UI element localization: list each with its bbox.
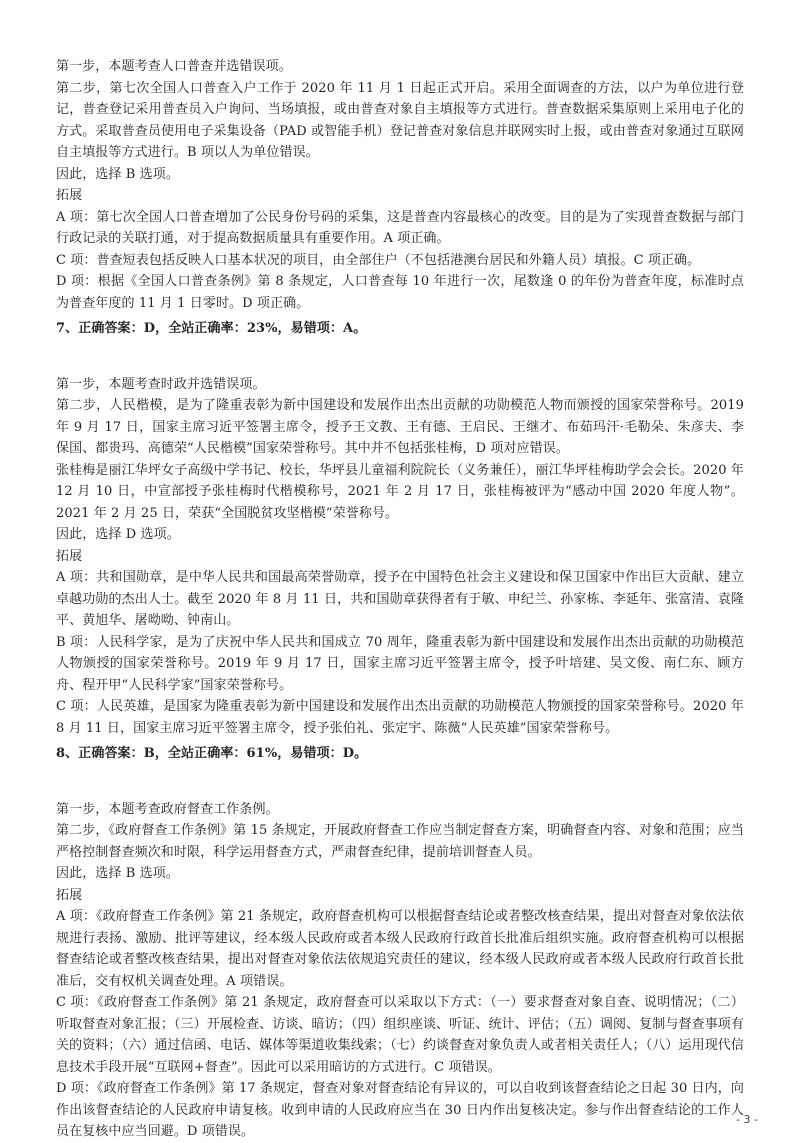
option-a-note: A 项：共和国勋章，是中华人民共和国最高荣誉勋章，授予在中国特色社会主义建设和保卫国家中作出巨大贡献、建立卓越功勋的杰出人士。截至 2020 年 8 月 11 日，共和国勋章获得者有于敏、申纪兰、孙家栋、李延年、张富清、袁隆平、黄旭华、屠呦呦、钟南山。 [56,570,744,628]
option-a-note: A 项：第七次全国人口普查增加了公民身份号码的采集，这是普查内容最核心的改变。目的是为了实现普查数据与部门行政记录的关联打通，对于提高数据质量具有重要作用。A 项正确。 [56,209,744,246]
step-1: 第一步，本题考查时政并选错误项。 [56,376,266,392]
answer-line-q8: 8、正确答案：B，全站正确率：61%，易错项：D。 [56,746,368,761]
expand-heading: 拓展 [56,188,83,203]
step-1: 第一步，本题考查政府督查工作条例。 [56,801,279,817]
option-b-note: B 项：人民科学家，是为了庆祝中华人民共和国成立 70 周年，隆重表彰为新中国建设和发展作出杰出贡献的功勋模范人物颁授的国家荣誉称号。2019 年 9 月 17 日，国家主席习近平签署主席令，授予叶培建、吴文俊、南仁东、顾方舟、程开甲“人民科学家”国家荣誉称号。 [56,634,744,693]
option-d-note: D 项：根据《全国人口普查条例》第 8 条规定，人口普查每 10 年进行一次，尾数逢 0 的年份为普查年度，标准时点为普查年度的 11 月 1 日零时。D 项正确。 [56,274,744,311]
step-2: 第二步，《政府督查工作条例》第 15 条规定，开展政府督查工作应当制定督查方案，明确督查内容、对象和范围；应当严格控制督查频次和时限，科学运用督查方式，严肃督查纪律，提前培训督查人员。 [56,823,744,860]
question-6-explanation [56,56,744,340]
question-8-explanation [56,799,744,1143]
spacer [56,765,744,799]
conclusion: 因此，选择 D 选项。 [56,527,180,542]
option-d-note: D 项：《政府督查工作条例》第 17 条规定，督查对象对督查结论有异议的，可以自收到该督查结论之日起 30 日内，向作出该督查结论的人民政府申请复核。收到申请的人民政府应当在 30 日内作出复核决定。参与作出督查结论的工作人员在复核中应当回避。D 项错误。 [56,1081,744,1139]
step-2: 第二步，人民楷模，是为了隆重表彰为新中国建设和发展作出杰出贡献的功勋模范人物而颁授的国家荣誉称号。2019 年 9 月 17 日，国家主席习近平签署主席令，授予王文教、王有德、王启民、王继才、布茹玛汗·毛勒朵、朱彦夫、李保国、都贵玛、高德荣“人民楷模”国家荣誉称号。其中并不包括张桂梅，D 项对应错误。 [56,398,744,456]
step-2: 第二步，第七次全国人口普查入户工作于 2020 年 11 月 1 日起正式开启。采用全面调查的方法，以户为单位进行登记，普查登记采用普查员入户询问、当场填报，或由普查对象自主填报等方式进行。普查数据采集原则上采用电子化的方式。采取普查员使用电子采集设备（PAD 或智能手机）登记普查对象信息并联网实时上报，或由普查对象通过互联网自主填报等方式进行。B 项以人为单位错误。 [56,80,744,160]
option-c-note: C 项：《政府督查工作条例》第 21 条规定，政府督查可以采取以下方式：（一）要求督查对象自查、说明情况；（二）听取督查对象汇报；（三）开展检查、访谈、暗访；（四）组织座谈、听证、统计、评估；（五）调阅、复制与督查事项有关的资料；（六）通过信函、电话、媒体等渠道收集线索；（七）约谈督查对象负责人或者相关责任人；（八）运用现代信息技术手段开展“互联网+督查”。因此可以采用暗访的方式进行。C 项错误。 [56,995,744,1075]
expand-heading: 拓展 [56,887,83,903]
answer-line-q7: 7、正确答案：D，全站正确率：23%，易错项：A。 [56,321,367,336]
step-1: 第一步，本题考查人口普查并选错误项。 [56,59,292,74]
page-number: - 3 - [736,1113,758,1126]
option-c-note: C 项：人民英雄，是国家为隆重表彰为新中国建设和发展作出杰出贡献的功勋模范人物颁授的国家荣誉称号。2020 年 8 月 11 日，国家主席习近平签署主席令，授予张伯礼、张定宇、陈薇“人民英雄”国家荣誉称号。 [56,699,744,736]
expand-heading: 拓展 [56,548,83,564]
spacer [56,340,744,374]
step-detail: 张桂梅是丽江华坪女子高级中学书记、校长，华坪县儿童福利院院长（义务兼任），丽江华坪桂梅助学会会长。2020 年 12 月 10 日，中宣部授予张桂梅时代楷模称号，2021 年 2 月 17 日，张桂梅被评为“感动中国 2020 年度人物”。2021 年 2 月 25 日，荣获“全国脱贫攻坚楷模”荣誉称号。 [56,462,744,521]
option-a-note: A 项：《政府督查工作条例》第 21 条规定，政府督查机构可以根据督查结论或者整改核查结果，提出对督查对象依法依规进行表扬、激励、批评等建议，经本级人民政府或者本级人民政府行政首长批准后组织实施。政府督查机构可以根据督查结论或者整改核查结果，提出对督查对象依法依规追究责任的建议，经本级人民政府或者本级人民政府行政首长批准后，交有权机关调查处理。A 项错误。 [56,909,744,989]
question-7-explanation [56,374,744,765]
conclusion: 因此，选择 B 选项。 [56,866,179,881]
conclusion: 因此，选择 B 选项。 [56,166,179,182]
option-c-note: C 项：普查短表包括反映人口基本状况的项目，由全部住户（不包括港澳台居民和外籍人员）填报。C 项正确。 [56,252,701,268]
